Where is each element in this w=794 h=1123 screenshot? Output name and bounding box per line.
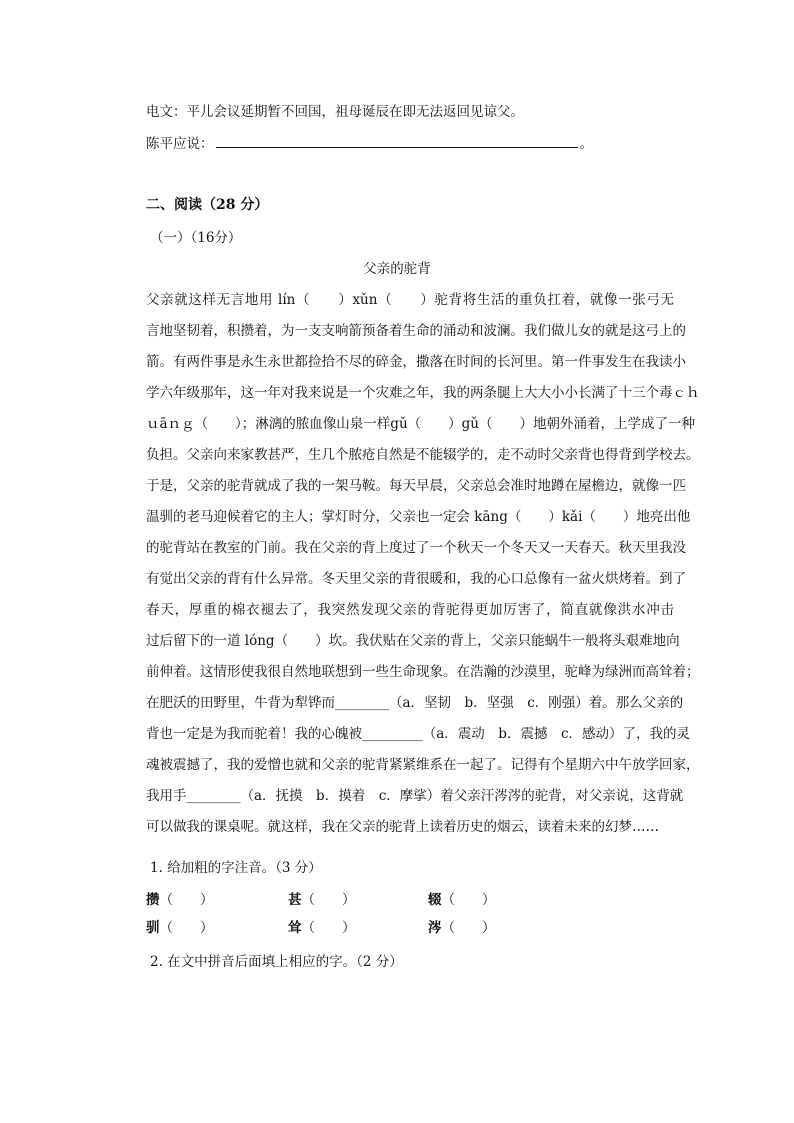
q1-item <box>288 918 356 938</box>
q1-item <box>428 918 496 938</box>
question-1-label: 1. 给加粗的字注音。（3 分） <box>150 860 322 876</box>
q1-blank[interactable]: （ ） <box>159 892 214 908</box>
passage-line: 于是，父亲的驼背就成了我的一架马鞍。每天早晨，父亲总会准时地蹲在屋檐边，就像一匹 <box>146 478 686 494</box>
passage-line: 前伸着。这情形使我很自然地联想到一些生命现象。在浩瀚的沙漠里，驼峰为绿洲而高耸着； <box>146 664 700 680</box>
q1-blank[interactable]: （ ） <box>159 920 214 936</box>
q1-char: 驯 <box>146 920 160 936</box>
passage-line: ｕāｎｇ（ ）；淋漓的脓血像山泉一样gǔ（ ）gǔ（ ）地朝外涌着，上学成了一种 <box>146 416 695 432</box>
passage-line: 过后留下的一道 lóng（ ）坎。我伏贴在父亲的背上，父亲只能蜗牛一般将头艰难地向 <box>146 633 680 649</box>
passage-line: 春天，厚重的棉衣褪去了，我突然发现父亲的背驼得更加厉害了，简直就像洪水冲击 <box>146 602 674 618</box>
q1-char: 耸 <box>288 920 302 936</box>
q1-blank[interactable]: （ ） <box>441 892 496 908</box>
passage-line: 父亲就这样无言地用 lín（ ）xǔn（ ）驼背将生活的重负扛着，就像一张弓无 <box>146 292 674 308</box>
q1-blank[interactable]: （ ） <box>301 892 356 908</box>
passage-line: 箭。有两件事是永生永世都捡拾不尽的碎金，撒落在时间的长河里。第一件事发生在我读小 <box>146 354 686 370</box>
passage-line: 负担。父亲向来家教甚严，生几个脓疮自然是不能辍学的，走不动时父亲背也得背到学校去。 <box>146 447 700 463</box>
answer-line <box>146 133 593 154</box>
answer-end: 。 <box>579 136 593 152</box>
passage-line: 的驼背站在教室的门前。我在父亲的背上度过了一个秋天一个冬天又一天春天。秋天里我没 <box>146 540 686 556</box>
passage-line: 学六年级那年，这一年对我来说是一个灾难之年，我的两条腿上大大小小长满了十三个毒ｃｈ <box>146 385 700 401</box>
passage-line: 我用手________（a．抚摸 b．摸着 c．摩挲）着父亲汗涔涔的驼背，对父亲说，这背就 <box>146 788 684 804</box>
q1-item <box>428 890 496 910</box>
passage-line: 魂被震撼了，我的爱憎也就和父亲的驼背紧紧维系在一起了。记得有个星期六中午放学回家， <box>146 757 700 773</box>
passage-line: 可以做我的课桌呢。就这样，我在父亲的驼背上读着历史的烟云，读着未来的幻梦…… <box>146 819 659 835</box>
passage-line: 有觉出父亲的背有什么异常。冬天里父亲的背很暖和，我的心口总像有一盆火烘烤着。到了 <box>146 571 686 587</box>
passage-line: 言地坚韧着，积攒着，为一支支响箭预备着生命的涌动和波澜。我们做儿女的就是这弓上的 <box>146 323 686 339</box>
q1-char: 涔 <box>428 920 442 936</box>
passage-line: 在肥沃的田野里，牛背为犁铧而________（a．坚韧 b．坚强 c．刚强）着。那么父亲的 <box>146 695 684 711</box>
answer-blank[interactable] <box>216 133 578 148</box>
q1-char: 攒 <box>146 892 160 908</box>
q1-item <box>146 890 214 910</box>
q1-item <box>146 918 214 938</box>
q1-blank[interactable]: （ ） <box>441 920 496 936</box>
q1-item <box>288 890 356 910</box>
question-2-label: 2. 在文中拼音后面填上相应的字。（2 分） <box>150 954 403 970</box>
q1-char: 甚 <box>288 892 302 908</box>
q1-char: 辍 <box>428 892 442 908</box>
section-heading: 二、阅读（28 分） <box>146 197 269 213</box>
section-subheading: （一）（16分） <box>150 230 242 246</box>
passage-title: 父亲的驼背 <box>363 261 431 277</box>
passage-line: 背也一定是为我而驼着！我的心魄被_________（a．震动 b．震撼 c．感动）了，我的灵 <box>146 726 691 742</box>
telegram-text: 电文：平儿会议延期暂不回国，祖母诞辰在即无法返回见谅父。 <box>146 104 524 120</box>
answer-prompt: 陈平应说： <box>146 136 214 152</box>
passage-line: 温驯的老马迎候着它的主人；掌灯时分，父亲也一定会 kāng（ ）kǎi（ ）地亮出他 <box>146 509 691 525</box>
q1-blank[interactable]: （ ） <box>301 920 356 936</box>
